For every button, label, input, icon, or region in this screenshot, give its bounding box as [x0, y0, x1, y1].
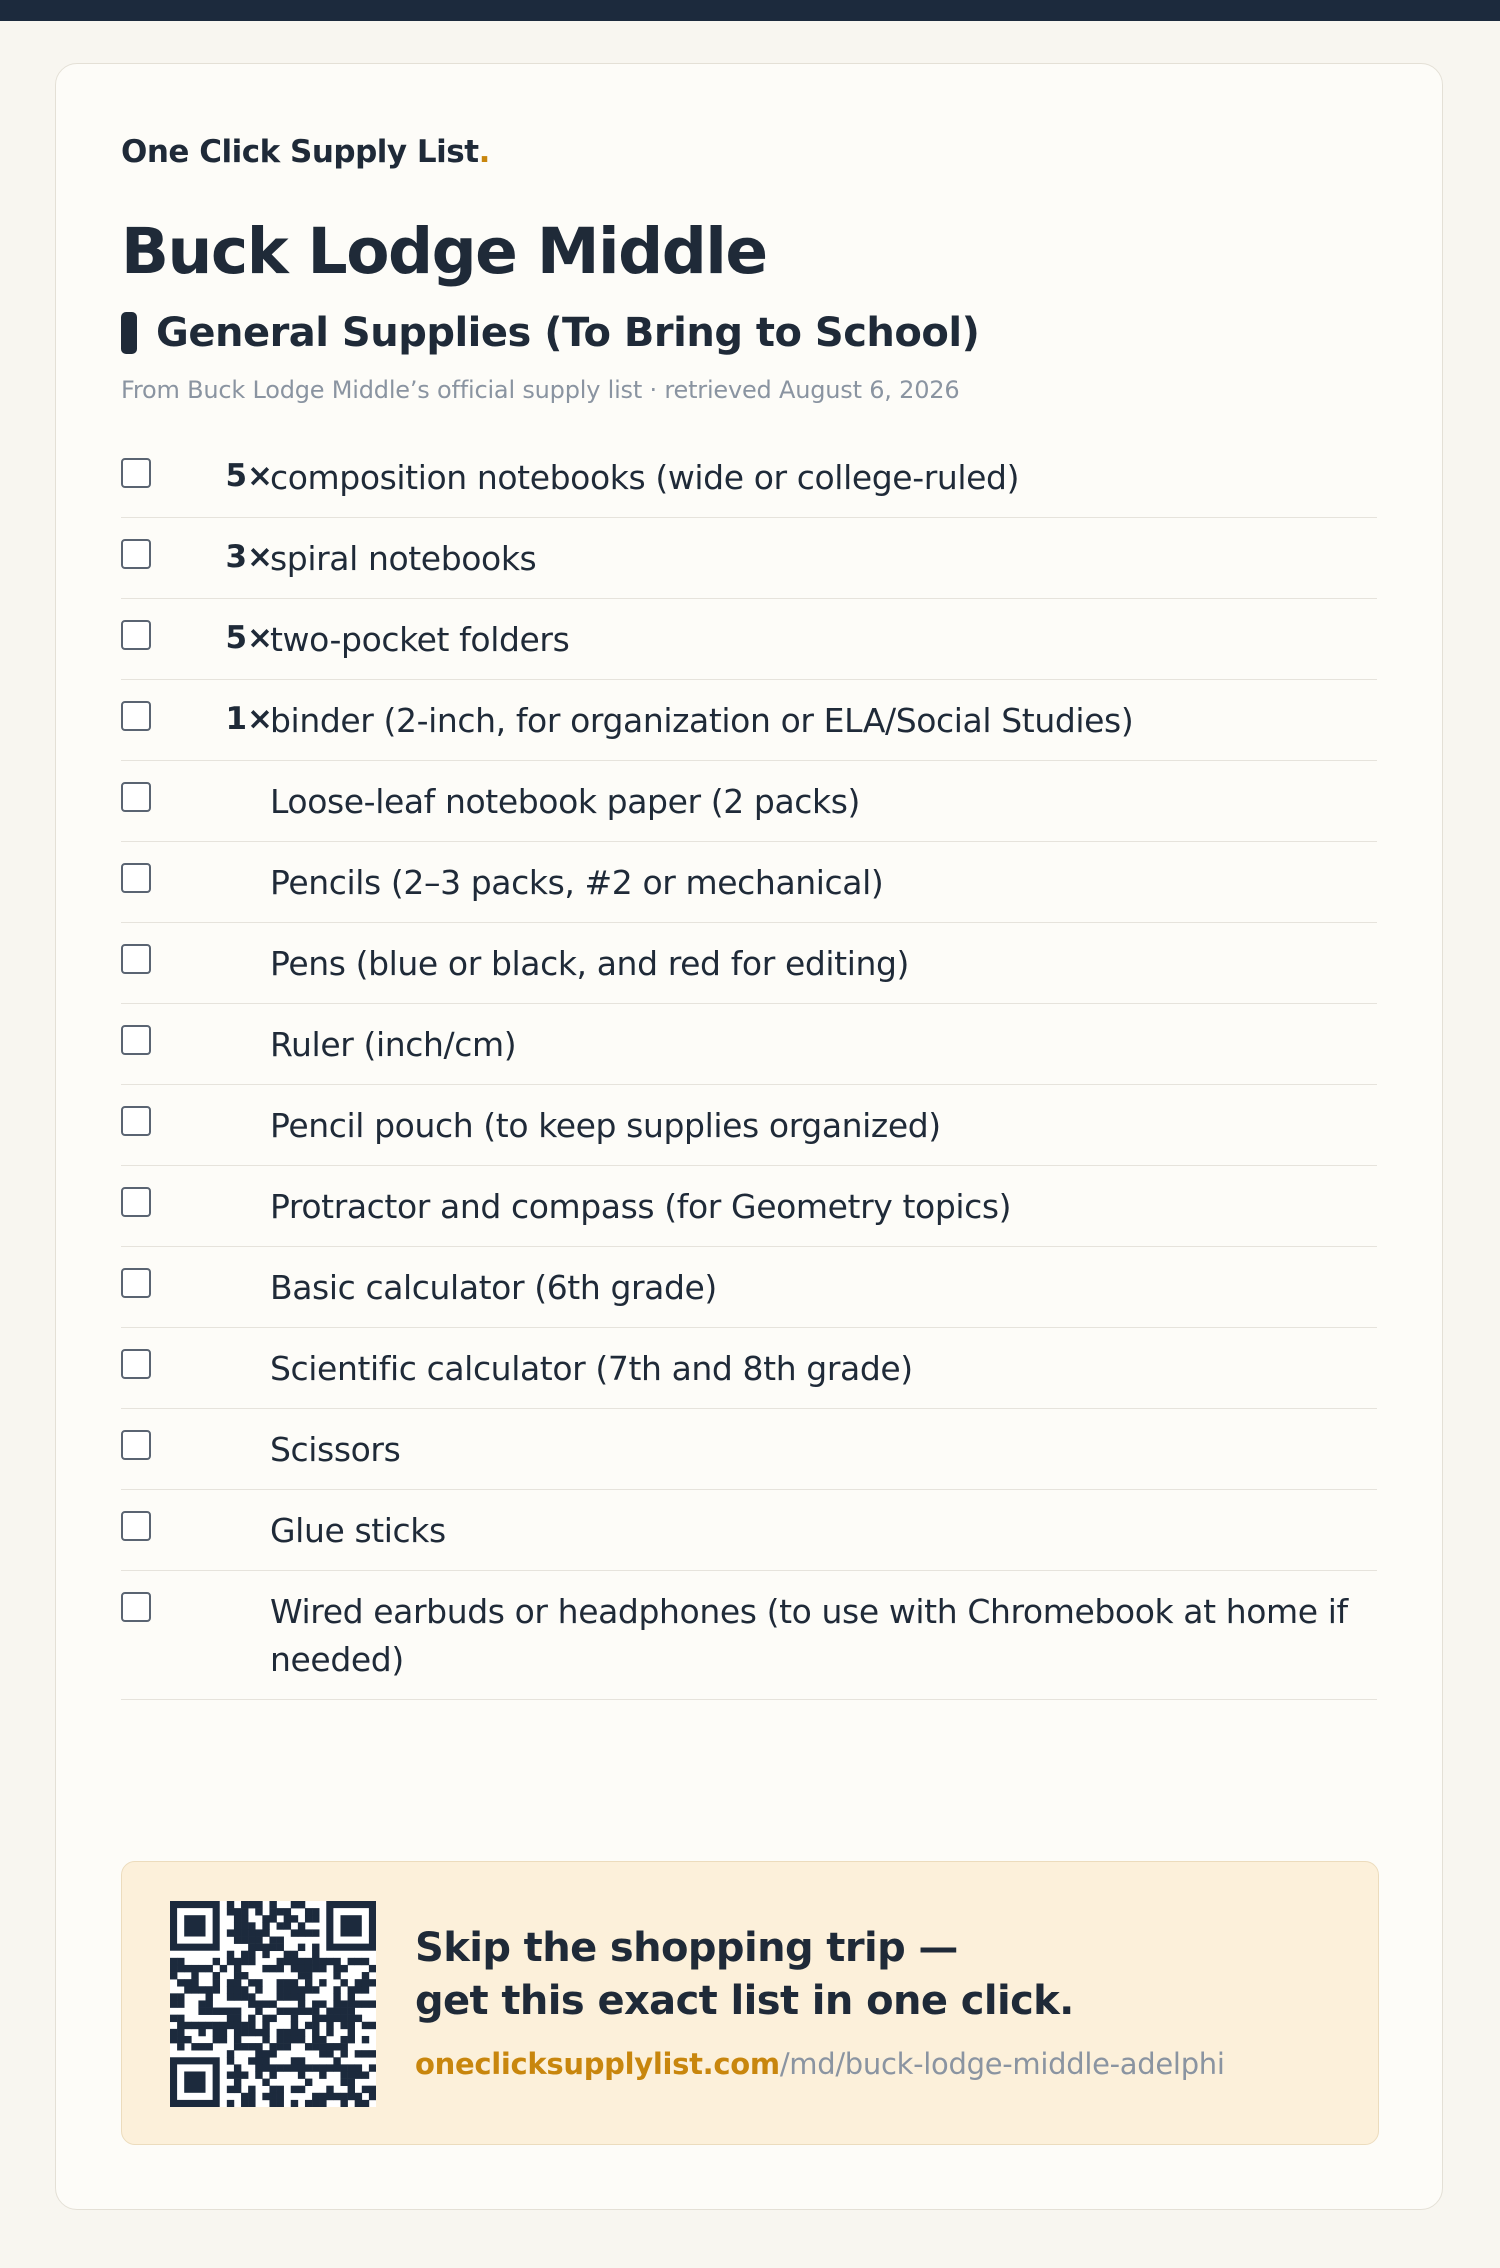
list-item	[121, 1247, 1377, 1328]
list-item	[121, 437, 1377, 518]
item-quantity: 1×	[225, 701, 273, 737]
page-title: Buck Lodge Middle	[121, 215, 767, 288]
promo-link-domain[interactable]: oneclicksupplylist.com	[415, 2047, 780, 2081]
item-checkbox[interactable]	[121, 1268, 151, 1298]
list-item	[121, 518, 1377, 599]
item-quantity: 5×	[225, 620, 273, 656]
item-label: Basic calculator (6th grade)	[270, 1268, 717, 1307]
item-label: Ruler (inch/cm)	[270, 1025, 517, 1064]
list-item	[121, 1409, 1377, 1490]
brand-name: One Click Supply List	[121, 134, 479, 170]
section-marker	[121, 312, 137, 354]
qr-code-icon[interactable]	[170, 1901, 376, 2107]
item-label: Wired earbuds or headphones (to use with Chromebook at home if needed)	[270, 1592, 1348, 1679]
list-item	[121, 1571, 1377, 1700]
item-label: Pencil pouch (to keep supplies organized)	[270, 1106, 941, 1145]
item-label: two-pocket folders	[270, 620, 570, 659]
item-label: Glue sticks	[270, 1511, 446, 1550]
item-label: Loose-leaf notebook paper (2 packs)	[270, 782, 860, 821]
section-heading	[121, 310, 979, 355]
item-label: composition notebooks (wide or college-ruled)	[270, 458, 1020, 497]
supply-checklist	[121, 437, 1377, 1700]
promo-banner	[121, 1861, 1379, 2145]
section-title: General Supplies (To Bring to School)	[156, 309, 980, 356]
brand-dot: .	[478, 134, 490, 170]
promo-headline	[415, 1922, 1074, 2028]
source-note: From Buck Lodge Middle’s official supply list · retrieved August 6, 2026	[121, 376, 960, 404]
list-item	[121, 1085, 1377, 1166]
item-quantity: 5×	[225, 458, 273, 494]
item-checkbox[interactable]	[121, 1349, 151, 1379]
item-checkbox[interactable]	[121, 1025, 151, 1055]
item-checkbox[interactable]	[121, 782, 151, 812]
promo-headline-line1: Skip the shopping trip —	[415, 1925, 958, 1971]
item-label: Scientific calculator (7th and 8th grade)	[270, 1349, 913, 1388]
item-checkbox[interactable]	[121, 1430, 151, 1460]
item-checkbox[interactable]	[121, 1592, 151, 1622]
item-checkbox[interactable]	[121, 701, 151, 731]
item-label: binder (2-inch, for organization or ELA/Social Studies)	[270, 701, 1134, 740]
item-checkbox[interactable]	[121, 539, 151, 569]
item-checkbox[interactable]	[121, 1106, 151, 1136]
list-item	[121, 761, 1377, 842]
promo-headline-line2: get this exact list in one click.	[415, 1978, 1074, 2024]
item-checkbox[interactable]	[121, 1511, 151, 1541]
list-item	[121, 923, 1377, 1004]
item-label: Protractor and compass (for Geometry topics)	[270, 1187, 1012, 1226]
item-checkbox[interactable]	[121, 863, 151, 893]
list-item	[121, 842, 1377, 923]
brand-logo	[121, 134, 490, 170]
item-label: Pens (blue or black, and red for editing)	[270, 944, 910, 983]
item-label: Scissors	[270, 1430, 401, 1469]
item-label: spiral notebooks	[270, 539, 537, 578]
item-quantity: 3×	[225, 539, 273, 575]
promo-link[interactable]	[415, 2047, 1225, 2081]
item-checkbox[interactable]	[121, 620, 151, 650]
item-label: Pencils (2–3 packs, #2 or mechanical)	[270, 863, 884, 902]
item-checkbox[interactable]	[121, 458, 151, 488]
item-checkbox[interactable]	[121, 1187, 151, 1217]
list-item	[121, 1490, 1377, 1571]
list-item	[121, 1004, 1377, 1085]
top-bar	[0, 0, 1500, 21]
list-item	[121, 599, 1377, 680]
item-checkbox[interactable]	[121, 944, 151, 974]
promo-link-path[interactable]: /md/buck-lodge-middle-adelphi	[779, 2047, 1225, 2081]
list-item	[121, 680, 1377, 761]
list-item	[121, 1166, 1377, 1247]
list-item	[121, 1328, 1377, 1409]
